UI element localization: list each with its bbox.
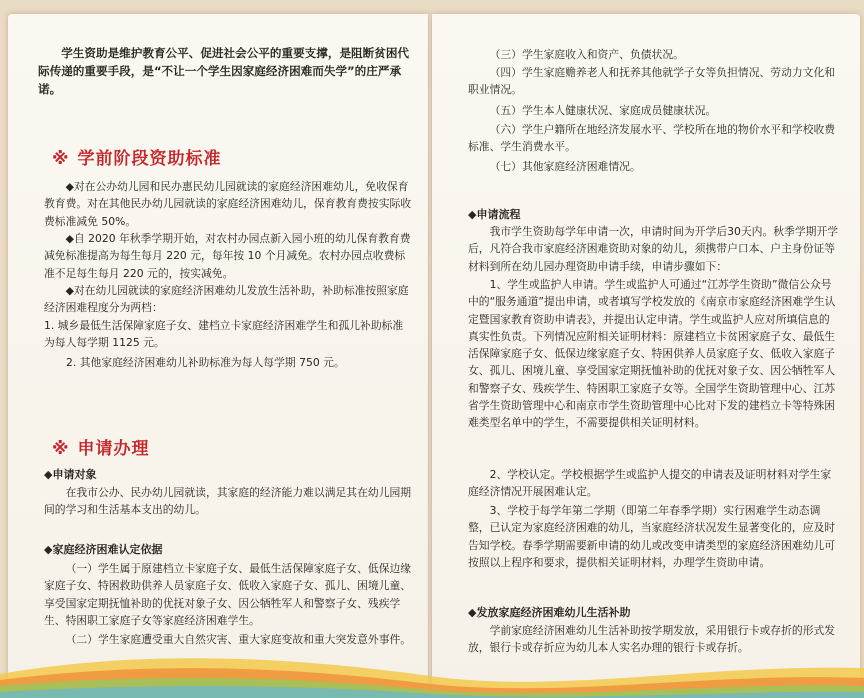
subsidy-paragraph: 学前家庭经济困难幼儿生活补助按学期发放，采用银行卡或存折的形式发放，银行卡或存折应为幼儿本人实名办理的银行卡或存折。 xyxy=(468,624,836,655)
section-mark-icon: ※ xyxy=(52,439,70,459)
preschool-para-3: ◆对在幼儿园就读的家庭经济困难幼儿发放生活补助，补助标准按照家庭经济困难程度分为两档： xyxy=(44,284,409,315)
apply-title-text: 申请办理 xyxy=(77,439,150,459)
process-paragraph: 我市学生资助每学年申请一次，申请时间为开学后30天内。秋季学期开学后，凡符合我市家庭经济困难资助对象的幼儿，须携带户口本、户主身份证等材料到所在幼儿园办理资助申请手续，申请步骤如下： xyxy=(468,225,839,273)
preschool-para-1: ◆对在公办幼儿园和民办惠民幼儿园就读的家庭经济困难幼儿，免收保育教育费。对在其他民办幼儿园就读的家庭经济困难幼儿，保育教育费按实际收费标准减免 50%。 xyxy=(44,180,412,228)
section-mark-icon: ※ xyxy=(52,149,70,169)
left-page xyxy=(8,14,428,698)
subsidy-tier-2: 2. 其他家庭经济困难幼儿补助标准为每人每学期 750 元。 xyxy=(66,356,345,369)
basis-heading: ◆家庭经济困难认定依据 xyxy=(44,543,163,556)
preschool-para-2: ◆自 2020 年秋季学期开始，对农村办园点新入园小班的幼儿保育教育费减免标准提高为每生每月 220 元，每年按 10 个月减免。农村办园点收费标准不足每生每月 220 元的，按实减免。 xyxy=(44,232,411,280)
process-step-2: 2、学校认定。学校根据学生或监护人提交的申请表及证明材料对学生家庭经济情况开展困难认定。 xyxy=(468,468,832,499)
subsidy-heading: ◆发放家庭经济困难幼儿生活补助 xyxy=(468,606,631,619)
basis-item-3: （三）学生家庭收入和资产、负债状况。 xyxy=(489,48,684,61)
target-paragraph: 在我市公办、民办幼儿园就读，其家庭的经济能力难以满足其在幼儿园期间的学习和生活基本支出的幼儿。 xyxy=(44,486,412,517)
process-heading: ◆申请流程 xyxy=(468,208,521,221)
intro-paragraph: 学生资助是维护教育公平、促进社会公平的重要支撑，是阻断贫困代际传递的重要手段，是“不让一个学生因家庭经济困难而失学”的庄严承诺。 xyxy=(38,46,410,96)
preschool-section-title xyxy=(52,144,222,169)
subsidy-tier-1: 1. 城乡最低生活保障家庭子女、建档立卡家庭经济困难学生和孤儿补助标准为每人每学期 1125 元。 xyxy=(44,319,404,350)
preschool-title-text: 学前阶段资助标准 xyxy=(77,149,222,169)
basis-item-2: （二）学生家庭遭受重大自然灾害、重大家庭变故和重大突发意外事件。 xyxy=(65,633,412,646)
basis-item-1: （一）学生属于原建档立卡家庭子女、最低生活保障家庭子女、低保边缘家庭子女、特困救助供养人员家庭子女、低收入家庭子女、孤儿、困境儿童、享受国家定期抚恤补助的优抚对象子女、因公牺牲军人和警察子女、残疾学生、特困职工家庭子女等家庭经济困难学生。 xyxy=(44,562,412,627)
basis-item-7: （七）其他家庭经济困难情况。 xyxy=(489,160,641,173)
target-heading: ◆申请对象 xyxy=(44,468,97,481)
apply-section-title xyxy=(52,434,150,459)
decorative-rainbow-wave xyxy=(0,628,864,698)
right-page xyxy=(432,14,860,698)
process-step-3: 3、学校于每学年第二学期（即第二年春季学期）实行困难学生动态调整，已认定为家庭经济困难的幼儿，当家庭经济状况发生显著变化的，应及时告知学校。春季学期需要新申请的幼儿或改变申请类型的家庭经济困难幼儿可按照以上程序和要求，提供相关证明材料，办理学生资助申请。 xyxy=(468,504,836,569)
basis-item-5: （五）学生本人健康状况、家庭成员健康状况。 xyxy=(489,104,717,117)
basis-item-4: （四）学生家庭赡养老人和抚养其他就学子女等负担情况、劳动力文化和职业情况。 xyxy=(468,66,836,97)
process-step-1: 1、学生或监护人申请。学生或监护人可通过“江苏学生资助”微信公众号中的“服务通道”提出申请，或者填写学校发放的《南京市家庭经济困难学生认定暨国家教育资助申请表》，并提出认定申请。学生或监护人应对所填信息的真实性负责。下列情况应附相关证明材料：原建档立卡贫困家庭子女、最低生活保障家庭子女、低保边缘家庭子女、特困供养人员家庭子女、低收入家庭子女、孤儿、困境儿童、享受国家定期抚恤补助的优抚对象子女、因公牺牲军人和警察子女、残疾学生、特困职工家庭子女等。全国学生资助管理中心、江苏省学生资助管理中心和南京市学生资助管理中心比对下发的建档立卡等特殊困难类型名单中的学生，不需要提供相关证明材料。 xyxy=(468,278,836,430)
basis-item-6: （六）学生户籍所在地经济发展水平、学校所在地的物价水平和学校收费标准、学生消费水平。 xyxy=(468,123,836,154)
